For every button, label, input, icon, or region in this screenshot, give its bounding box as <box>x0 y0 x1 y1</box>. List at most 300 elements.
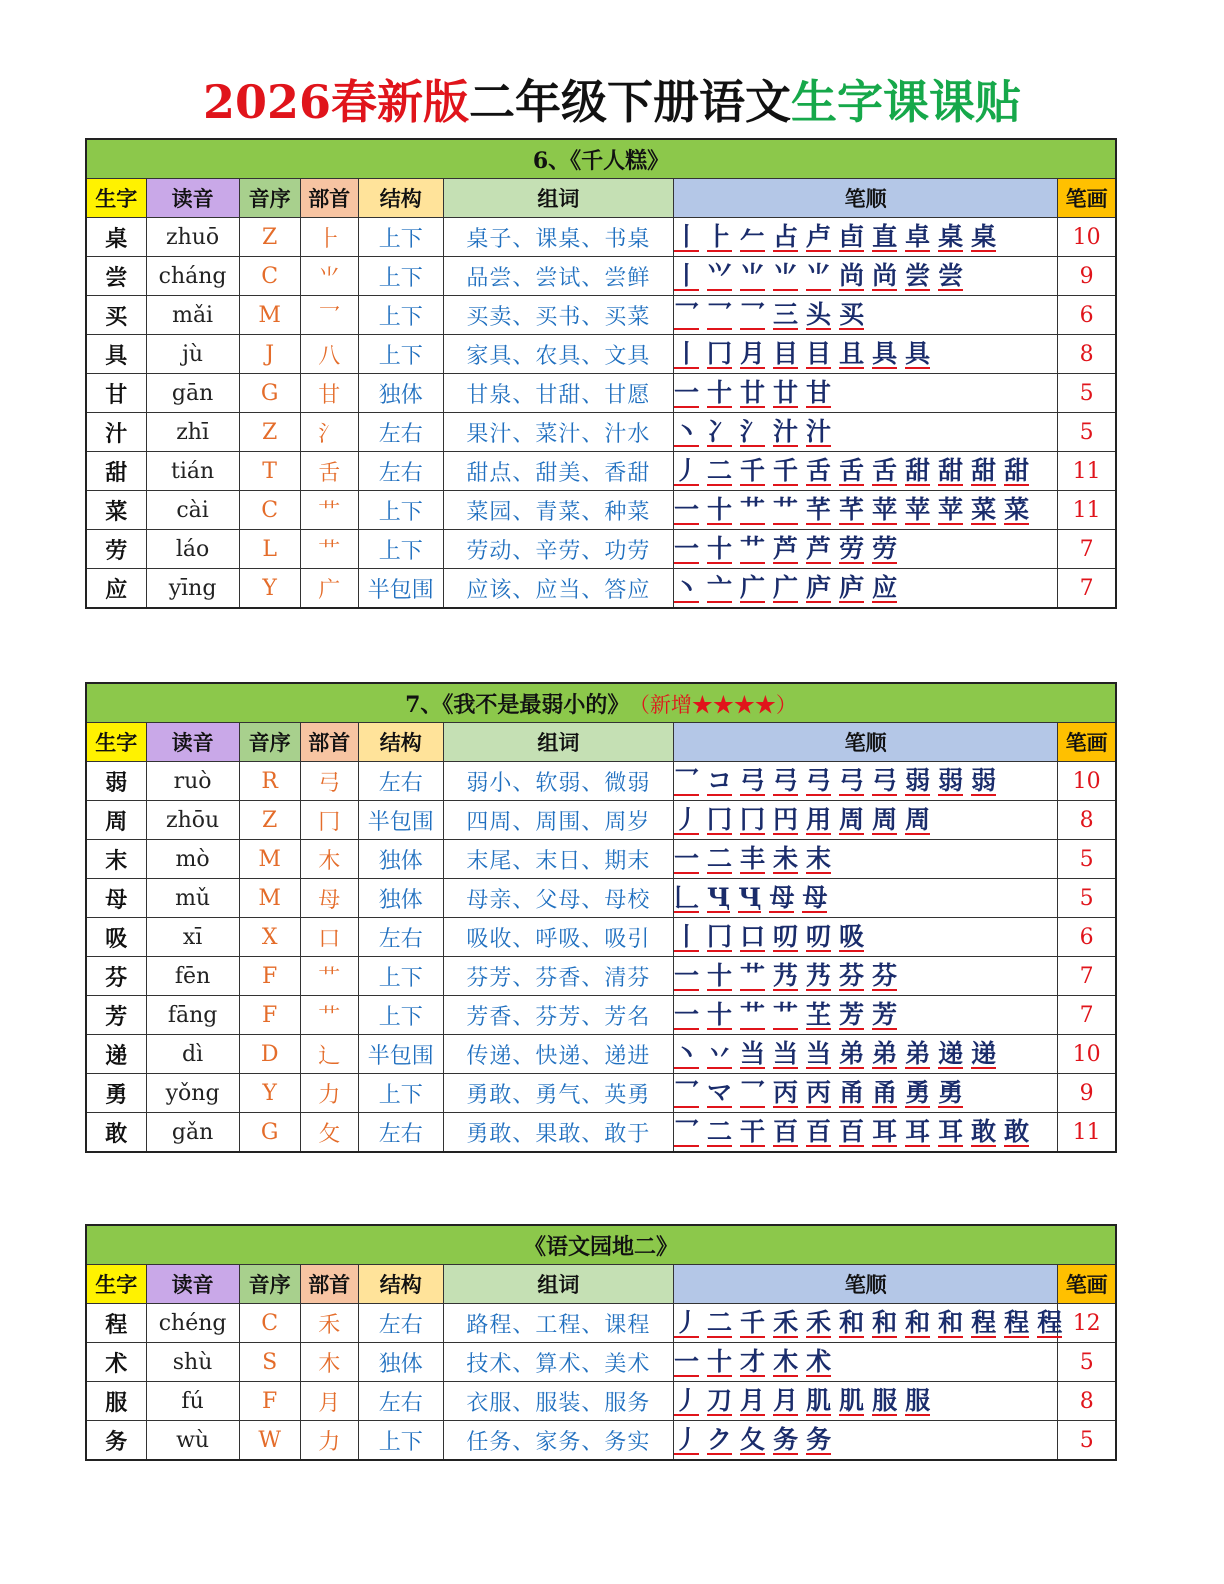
stroke-step: ⺊ <box>707 221 733 251</box>
structure-cell: 半包围 <box>358 569 443 609</box>
stroke-step: 耳 <box>938 1116 964 1146</box>
stroke-sequence <box>674 845 1057 874</box>
stroke-step: 末 <box>806 843 832 873</box>
stroke-order-cell <box>673 296 1057 335</box>
pinyin-cell: shù <box>146 1343 239 1382</box>
stroke-sequence <box>674 574 1057 603</box>
stroke-sequence <box>674 1001 1057 1030</box>
stroke-sequence <box>674 379 1057 408</box>
stroke-step: 和 <box>872 1307 898 1337</box>
stroke-step: 木 <box>773 1346 799 1376</box>
stroke-count-cell: 11 <box>1058 491 1116 530</box>
stroke-step: 舌 <box>839 455 865 485</box>
stroke-step: 二 <box>707 455 733 485</box>
stroke-step: 弱 <box>905 765 931 795</box>
stroke-step: 廿 <box>740 377 766 407</box>
stroke-step: 肌 <box>806 1385 832 1415</box>
column-header-order: 音序 <box>239 723 300 762</box>
stroke-order-cell <box>674 1382 1058 1421</box>
stroke-step: 卓 <box>905 221 931 251</box>
table-row <box>86 1343 1116 1382</box>
stroke-count-cell: 11 <box>1058 452 1116 491</box>
stroke-step: 乛 <box>707 299 733 329</box>
stroke-step: 芳 <box>872 999 898 1029</box>
stroke-step: 丷 <box>707 1038 733 1068</box>
pinyin-cell: yǒng <box>146 1074 239 1113</box>
stroke-step: 一 <box>673 533 699 563</box>
stroke-step: 艹 <box>773 999 799 1029</box>
column-header-count: 笔画 <box>1058 723 1116 762</box>
stroke-step: 一 <box>673 960 699 990</box>
character-cell: 术 <box>86 1343 146 1382</box>
stroke-step: 艹 <box>740 999 766 1029</box>
stroke-order-cell <box>673 335 1057 374</box>
stroke-step: 周 <box>905 804 931 834</box>
stroke-step: 口 <box>740 921 766 951</box>
structure-cell: 独体 <box>358 840 443 879</box>
stroke-count-cell: 12 <box>1058 1304 1116 1343</box>
stroke-step: 廿 <box>773 377 799 407</box>
pinyin-cell: cháng <box>146 257 239 296</box>
stroke-step: 夂 <box>740 1424 766 1454</box>
stroke-step: 月 <box>773 1385 799 1415</box>
words-cell: 弱小、软弱、微弱 <box>443 762 673 801</box>
words-cell: 技术、算术、美术 <box>443 1343 673 1382</box>
stroke-step: 肌 <box>839 1385 865 1415</box>
stroke-step: 甬 <box>839 1077 865 1107</box>
character-cell: 劳 <box>86 530 146 569</box>
stroke-count-cell: 7 <box>1058 996 1116 1035</box>
stroke-step: 甜 <box>938 455 964 485</box>
radical-cell: 甘 <box>300 374 358 413</box>
stroke-step: 乛 <box>673 765 699 795</box>
stroke-count-cell: 8 <box>1058 801 1116 840</box>
column-header-radical: 部首 <box>300 1265 358 1304</box>
structure-cell: 上下 <box>358 530 443 569</box>
stroke-step: 丿 <box>674 1424 700 1454</box>
pinyin-cell: zhōu <box>146 801 239 840</box>
radical-cell: 力 <box>300 1074 358 1113</box>
table-row <box>86 996 1116 1035</box>
initial-letter-cell: Y <box>239 569 300 609</box>
stroke-step: 桌 <box>938 221 964 251</box>
stroke-step: 冂 <box>707 921 733 951</box>
stroke-step: 卣 <box>839 221 865 251</box>
stroke-sequence <box>674 1079 1057 1108</box>
stroke-sequence <box>674 1307 1063 1338</box>
stroke-step: 尝 <box>938 260 964 290</box>
stroke-step: 千 <box>740 455 766 485</box>
pinyin-cell: zhī <box>146 413 239 452</box>
words-cell: 四周、周围、周岁 <box>443 801 673 840</box>
words-cell: 菜园、青菜、种菜 <box>443 491 673 530</box>
stroke-step: Ҷ <box>707 882 731 912</box>
table-row <box>86 491 1116 530</box>
radical-cell: ⺌ <box>300 257 358 296</box>
character-cell: 尝 <box>86 257 146 296</box>
pinyin-cell: fú <box>146 1382 239 1421</box>
stroke-count-cell: 10 <box>1058 218 1116 257</box>
stroke-step: マ <box>707 1077 733 1107</box>
stroke-step: 百 <box>806 1116 832 1146</box>
stroke-step: 𠃊 <box>673 882 699 912</box>
pinyin-cell: fāng <box>146 996 239 1035</box>
stroke-sequence <box>674 340 1057 369</box>
table-row <box>86 957 1116 996</box>
initial-letter-cell: L <box>239 530 300 569</box>
words-cell: 家具、农具、文具 <box>443 335 673 374</box>
initial-letter-cell: C <box>239 257 300 296</box>
stroke-step: 円 <box>773 804 799 834</box>
column-header-radical: 部首 <box>300 723 358 762</box>
pinyin-cell: ruò <box>146 762 239 801</box>
stroke-step: 汁 <box>773 416 799 446</box>
structure-cell: 上下 <box>358 1421 443 1461</box>
stroke-step: 当 <box>806 1038 832 1068</box>
character-cell: 菜 <box>86 491 146 530</box>
radical-cell: 口 <box>300 918 358 957</box>
stroke-step: 务 <box>773 1424 799 1454</box>
stroke-order-cell <box>673 569 1057 609</box>
section-title: 6、《千人糕》 <box>532 147 670 174</box>
column-header-words: 组词 <box>443 723 673 762</box>
page-title <box>0 72 1224 132</box>
pinyin-cell: xī <box>146 918 239 957</box>
initial-letter-cell: R <box>239 762 300 801</box>
stroke-step: ⺌ <box>806 260 832 290</box>
table-row <box>86 218 1116 257</box>
initial-letter-cell: M <box>239 879 300 918</box>
column-header-words: 组词 <box>443 1265 673 1304</box>
stroke-step: ⺌ <box>740 260 766 290</box>
stroke-step: 母 <box>769 882 795 912</box>
words-cell: 甘泉、甘甜、甘愿 <box>443 374 673 413</box>
section-header-row <box>86 683 1116 723</box>
stroke-step: 甜 <box>971 455 997 485</box>
stroke-step: 舌 <box>806 455 832 485</box>
stroke-order-cell <box>673 530 1057 569</box>
table-row <box>86 918 1116 957</box>
initial-letter-cell: C <box>239 491 300 530</box>
stroke-step: 程 <box>1037 1307 1063 1337</box>
stroke-step: 和 <box>905 1307 931 1337</box>
table-row <box>86 569 1116 609</box>
stroke-step: ク <box>707 1424 733 1454</box>
pinyin-cell: jù <box>146 335 239 374</box>
stroke-order-cell <box>673 957 1057 996</box>
stroke-step: 弓 <box>740 765 766 795</box>
character-cell: 弱 <box>86 762 146 801</box>
stroke-step: 丿 <box>674 1385 700 1415</box>
stroke-step: 弟 <box>872 1038 898 1068</box>
stroke-step: 丙 <box>806 1077 832 1107</box>
structure-cell: 半包围 <box>358 1035 443 1074</box>
stroke-count-cell: 5 <box>1058 413 1116 452</box>
stroke-step: 干 <box>740 1116 766 1146</box>
table-row <box>86 1074 1116 1113</box>
stroke-step: 十 <box>707 377 733 407</box>
stroke-count-cell: 11 <box>1058 1113 1116 1153</box>
structure-cell: 独体 <box>358 1343 443 1382</box>
stroke-sequence <box>674 1426 1057 1455</box>
column-header-pinyin: 读音 <box>146 723 239 762</box>
character-cell: 敢 <box>86 1113 146 1153</box>
stroke-step: 丿 <box>673 455 699 485</box>
column-header-structure: 结构 <box>358 723 443 762</box>
stroke-step: 乛 <box>673 1077 699 1107</box>
stroke-step: 递 <box>938 1038 964 1068</box>
stroke-step: 务 <box>806 1424 832 1454</box>
stroke-count-cell: 5 <box>1058 840 1116 879</box>
radical-cell: 禾 <box>300 1304 358 1343</box>
stroke-step: 丨 <box>673 260 699 290</box>
column-header-order: 音序 <box>239 179 300 218</box>
stroke-step: 芬 <box>839 960 865 990</box>
section-title: 《语文园地二》 <box>523 1233 678 1260</box>
stroke-step: 尚 <box>839 260 865 290</box>
initial-letter-cell: G <box>239 374 300 413</box>
table-row <box>86 296 1116 335</box>
stroke-count-cell: 9 <box>1058 1074 1116 1113</box>
stroke-step: 冂 <box>707 338 733 368</box>
stroke-step: 递 <box>971 1038 997 1068</box>
stroke-step: 艹 <box>773 494 799 524</box>
stroke-sequence <box>674 496 1057 525</box>
stroke-step: 吸 <box>839 921 865 951</box>
stroke-step: 尝 <box>905 260 931 290</box>
column-header-pinyin: 读音 <box>146 179 239 218</box>
stroke-step: 冂 <box>740 804 766 834</box>
lesson-section <box>85 138 1117 609</box>
pinyin-cell: wù <box>146 1421 239 1461</box>
lesson-table <box>85 682 1117 1153</box>
table-row <box>86 1035 1116 1074</box>
structure-cell: 上下 <box>358 491 443 530</box>
structure-cell: 左右 <box>358 762 443 801</box>
stroke-step: 弓 <box>839 765 865 795</box>
stroke-step: 广 <box>740 572 766 602</box>
stroke-step: 母 <box>802 882 828 912</box>
character-cell: 程 <box>86 1304 146 1343</box>
stroke-step: 刀 <box>707 1385 733 1415</box>
stroke-step: 程 <box>971 1307 997 1337</box>
stroke-step: 亠 <box>707 572 733 602</box>
stroke-step: 程 <box>1004 1307 1030 1337</box>
pinyin-cell: gān <box>146 374 239 413</box>
stroke-step: 甜 <box>905 455 931 485</box>
column-header-structure: 结构 <box>358 179 443 218</box>
stroke-step: 汁 <box>806 416 832 446</box>
column-header-row <box>86 723 1116 762</box>
stroke-step: 芦 <box>806 533 832 563</box>
character-cell: 递 <box>86 1035 146 1074</box>
stroke-step: 桌 <box>971 221 997 251</box>
structure-cell: 上下 <box>358 957 443 996</box>
pinyin-cell: tián <box>146 452 239 491</box>
stroke-sequence <box>674 1348 1057 1377</box>
stroke-step: 弓 <box>872 765 898 795</box>
stroke-sequence <box>674 301 1057 330</box>
stroke-step: 十 <box>707 533 733 563</box>
stroke-count-cell: 6 <box>1058 918 1116 957</box>
stroke-step: 买 <box>839 299 865 329</box>
structure-cell: 上下 <box>358 996 443 1035</box>
structure-cell: 半包围 <box>358 801 443 840</box>
radical-cell: 艹 <box>300 996 358 1035</box>
stroke-step: 芊 <box>806 494 832 524</box>
radical-cell: 艹 <box>300 491 358 530</box>
words-cell: 吸收、呼吸、吸引 <box>443 918 673 957</box>
stroke-step: 弟 <box>905 1038 931 1068</box>
table-row <box>86 762 1116 801</box>
structure-cell: 左右 <box>358 1382 443 1421</box>
radical-cell: 舌 <box>300 452 358 491</box>
stroke-step: 菜 <box>1004 494 1030 524</box>
section-header <box>86 1225 1116 1265</box>
stroke-order-cell <box>673 452 1057 491</box>
stroke-step: 苹 <box>905 494 931 524</box>
radical-cell: 广 <box>300 569 358 609</box>
stroke-step: 敢 <box>971 1116 997 1146</box>
stroke-step: 二 <box>707 843 733 873</box>
stroke-step: 且 <box>839 338 865 368</box>
words-cell: 桌子、课桌、书桌 <box>443 218 673 257</box>
stroke-step: 应 <box>872 572 898 602</box>
lesson-table <box>85 1224 1117 1461</box>
stroke-step: 乛 <box>673 1116 699 1146</box>
stroke-sequence <box>674 806 1057 835</box>
stroke-step: 舌 <box>872 455 898 485</box>
pinyin-cell: mò <box>146 840 239 879</box>
stroke-step: 耳 <box>872 1116 898 1146</box>
stroke-order-cell <box>673 879 1057 918</box>
stroke-order-cell <box>674 1343 1058 1382</box>
stroke-step: 艿 <box>773 960 799 990</box>
stroke-order-cell <box>673 840 1057 879</box>
structure-cell: 上下 <box>358 1074 443 1113</box>
stroke-step: 丶 <box>673 1038 699 1068</box>
radical-cell: 艹 <box>300 957 358 996</box>
stroke-step: 勇 <box>938 1077 964 1107</box>
stroke-step: 氵 <box>740 416 766 446</box>
column-header-pinyin: 读音 <box>146 1265 239 1304</box>
stroke-step: 百 <box>773 1116 799 1146</box>
character-cell: 芳 <box>86 996 146 1035</box>
initial-letter-cell: D <box>239 1035 300 1074</box>
stroke-step: 具 <box>872 338 898 368</box>
pinyin-cell: dì <box>146 1035 239 1074</box>
character-cell: 具 <box>86 335 146 374</box>
stroke-step: 目 <box>773 338 799 368</box>
words-cell: 买卖、买书、买菜 <box>443 296 673 335</box>
character-cell: 末 <box>86 840 146 879</box>
stroke-step: 弓 <box>773 765 799 795</box>
stroke-step: Ҷ <box>738 882 762 912</box>
stroke-count-cell: 8 <box>1058 1382 1116 1421</box>
radical-cell: 攵 <box>300 1113 358 1153</box>
radical-cell: 冂 <box>300 801 358 840</box>
stroke-step: 甬 <box>872 1077 898 1107</box>
initial-letter-cell: M <box>239 296 300 335</box>
section-header <box>86 139 1116 179</box>
column-header-count: 笔画 <box>1058 1265 1116 1304</box>
column-header-strokes: 笔顺 <box>673 723 1057 762</box>
lesson-table <box>85 138 1117 609</box>
stroke-step: 十 <box>707 1346 733 1376</box>
stroke-sequence <box>674 418 1057 447</box>
pinyin-cell: yīng <box>146 569 239 609</box>
stroke-step: 术 <box>806 1346 832 1376</box>
initial-letter-cell: F <box>239 957 300 996</box>
stroke-step: 艹 <box>740 960 766 990</box>
stroke-step: 弱 <box>938 765 964 795</box>
radical-cell: 乛 <box>300 296 358 335</box>
stroke-step: 直 <box>872 221 898 251</box>
stroke-step: 芦 <box>773 533 799 563</box>
stroke-step: 服 <box>905 1385 931 1415</box>
stroke-step: 丙 <box>773 1077 799 1107</box>
stroke-step: 一 <box>673 377 699 407</box>
character-cell: 服 <box>86 1382 146 1421</box>
stroke-step: 一 <box>673 999 699 1029</box>
structure-cell: 左右 <box>358 918 443 957</box>
stroke-step: 丨 <box>673 221 699 251</box>
words-cell: 品尝、尝试、尝鲜 <box>443 257 673 296</box>
stroke-step: 敢 <box>1004 1116 1030 1146</box>
stroke-step: 丶 <box>673 572 699 602</box>
stroke-step: 一 <box>673 494 699 524</box>
stroke-step: 冫 <box>707 416 733 446</box>
character-cell: 吸 <box>86 918 146 957</box>
pinyin-cell: cài <box>146 491 239 530</box>
table-row <box>86 1382 1116 1421</box>
stroke-order-cell <box>674 1304 1063 1343</box>
stroke-step: ⺍ <box>707 260 733 290</box>
stroke-step: 丿 <box>674 1307 700 1337</box>
section-header <box>86 683 1116 723</box>
pinyin-cell: fēn <box>146 957 239 996</box>
stroke-order-cell <box>673 1074 1057 1113</box>
character-cell: 务 <box>86 1421 146 1461</box>
stroke-step: 芏 <box>806 999 832 1029</box>
structure-cell: 左右 <box>358 452 443 491</box>
radical-cell: 木 <box>300 1343 358 1382</box>
stroke-sequence <box>674 535 1057 564</box>
stroke-sequence <box>674 1118 1057 1147</box>
words-cell: 芬芳、芬香、清芬 <box>443 957 673 996</box>
character-cell: 芬 <box>86 957 146 996</box>
table-row <box>86 452 1116 491</box>
character-cell: 买 <box>86 296 146 335</box>
table-row <box>86 1421 1116 1461</box>
stroke-count-cell: 7 <box>1058 569 1116 609</box>
initial-letter-cell: S <box>239 1343 300 1382</box>
stroke-step: 具 <box>905 338 931 368</box>
stroke-step: 耳 <box>905 1116 931 1146</box>
stroke-step: 卢 <box>806 221 832 251</box>
stroke-step: ⺌ <box>773 260 799 290</box>
table-row <box>86 530 1116 569</box>
column-header-row <box>86 1265 1116 1304</box>
radical-cell: 母 <box>300 879 358 918</box>
character-cell: 甜 <box>86 452 146 491</box>
words-cell: 任务、家务、务实 <box>443 1421 673 1461</box>
stroke-step: 丨 <box>673 338 699 368</box>
stroke-step: 才 <box>740 1346 766 1376</box>
column-header-order: 音序 <box>239 1265 300 1304</box>
stroke-step: 叨 <box>773 921 799 951</box>
stroke-order-cell <box>673 762 1057 801</box>
